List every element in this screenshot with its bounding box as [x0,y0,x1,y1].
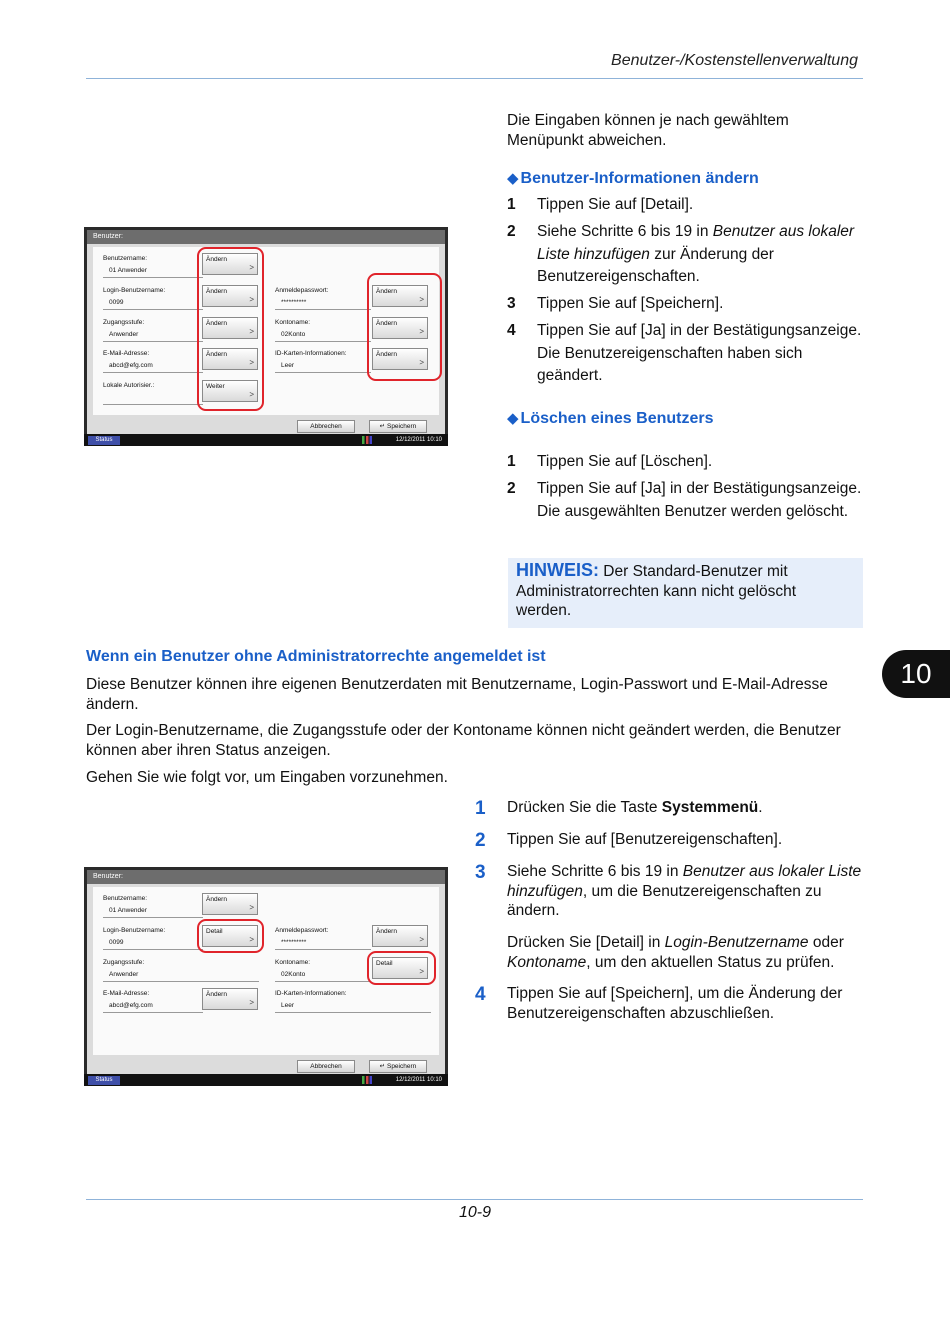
change-button[interactable]: Ändern > [202,348,258,370]
field-divider [103,404,203,405]
section-edit-title: Benutzer-Informationen ändern [520,170,759,187]
intro-text: Die Eingaben können je nach gewähltem Menüpunkt abweichen. [507,112,789,149]
device-screenshot-edit [84,227,448,446]
step-text: Tippen Sie auf [Löschen]. [537,453,713,470]
device-screenshot-status [84,867,448,1086]
field-divider [103,917,203,918]
field-label: Anmeldepasswort: [275,927,329,934]
page-number: 10-9 [458,1204,492,1221]
field-divider [103,309,203,310]
step-number: 2 [475,830,486,851]
detail-button[interactable]: Detail > [202,925,258,947]
chevron-icon: > [419,967,424,976]
status-button[interactable]: Status [88,1076,120,1085]
step-number: 4 [507,322,516,339]
field-value: 0099 [109,299,124,306]
chevron-icon: > [249,263,254,272]
field-label: Anmeldepasswort: [275,287,329,294]
field-label: Benutzername: [103,895,148,902]
change-button[interactable]: Ändern > [372,285,428,307]
section-edit-heading [507,169,759,188]
chevron-icon: > [249,935,254,944]
field-divider [103,341,203,342]
clock: 12/12/2011 10:10 [395,437,442,443]
step-text: Siehe Schritte 6 bis 19 in Benutzer aus lokaler Liste hinzufügen zur Änderung der Benutzereigenschaften. [537,223,855,285]
screen-title: Benutzer: [87,870,445,884]
section-delete-heading [507,409,714,428]
nonadmin-para-3: Gehen Sie wie folgt vor, um Eingaben vorzunehmen. [86,769,448,786]
enter-icon: ↵ [379,423,387,430]
step-text: Tippen Sie auf [Detail]. [537,196,694,213]
save-button[interactable]: ↵ Speichern [369,420,427,433]
diamond-bullet-icon: ◆ [507,170,519,187]
field-value: Leer [281,362,295,369]
field-divider [103,1012,203,1013]
change-button[interactable]: Ändern > [202,893,258,915]
field-label: Login-Benutzername: [103,287,166,294]
step-text: Tippen Sie auf [Ja] in der Bestätigungsanzeige. Die ausgewählten Benutzer werden gelöscht. [537,480,862,520]
field-divider [275,949,371,950]
diamond-bullet-icon: ◆ [507,410,519,427]
field-divider [275,309,371,310]
status-button[interactable]: Status [88,436,120,445]
step-text: Tippen Sie auf [Speichern]. [537,295,724,312]
field-label: Zugangsstufe: [103,319,145,326]
save-button[interactable]: ↵ Speichern [369,1060,427,1073]
status-bar [84,1074,448,1086]
field-value: abcd@efg.com [109,1002,153,1009]
field-label: ID-Karten-Informationen: [275,990,347,997]
chevron-icon: > [249,358,254,367]
chevron-icon: > [419,295,424,304]
step-text: Tippen Sie auf [Benutzereigenschaften]. [507,831,783,848]
status-bar [84,434,448,446]
running-header: Benutzer-/Kostenstellenverwaltung [611,52,858,69]
toner-level-icon [362,1076,372,1084]
chevron-icon: > [249,998,254,1007]
highlight-box-login [197,919,264,953]
change-button[interactable]: Ändern > [202,253,258,275]
change-button[interactable]: Ändern > [372,317,428,339]
field-label: E-Mail-Adresse: [103,990,150,997]
step-number: 1 [475,798,486,819]
step-text: Tippen Sie auf [Ja] in der Bestätigungsanzeige. Die Benutzereigenschaften haben sich geändert. [537,322,862,384]
step-number: 3 [507,295,516,312]
field-divider [275,1012,431,1013]
field-value: ********** [281,939,307,946]
note-text: HINWEIS: Der Standard-Benutzer mit Administratorrechten kann nicht gelöscht werden. [516,560,797,619]
chevron-icon: > [419,358,424,367]
field-value: Leer [281,1002,295,1009]
step-number: 2 [507,223,516,240]
cancel-button[interactable]: Abbrechen [297,420,355,433]
detail-button[interactable]: Detail > [372,957,428,979]
note-label: HINWEIS: [516,560,599,580]
field-divider [103,372,203,373]
step-text: Siehe Schritte 6 bis 19 in Benutzer aus lokaler Liste hinzufügen, um die Benutzereigenschaften zu ändern. [507,863,862,919]
chevron-icon: > [249,390,254,399]
field-divider [275,372,371,373]
highlight-box-right [367,273,442,381]
chevron-icon: > [419,327,424,336]
chevron-icon: > [419,935,424,944]
step-number: 4 [475,984,486,1005]
field-label: Kontoname: [275,959,311,966]
section-nonadmin-heading: Wenn ein Benutzer ohne Administratorrechte angemeldet ist [86,648,546,665]
highlight-box-left [197,247,264,411]
field-value: abcd@efg.com [109,362,153,369]
step-number: 1 [507,196,516,213]
cancel-button[interactable]: Abbrechen [297,1060,355,1073]
field-label: Zugangsstufe: [103,959,145,966]
nonadmin-para-1: Diese Benutzer können ihre eigenen Benutzerdaten mit Benutzername, Login-Passwort und E-Mail-Adresse ändern. [86,676,828,713]
field-label: Lokale Autorisier.: [103,382,155,389]
field-label: Login-Benutzername: [103,927,166,934]
field-divider [275,341,371,342]
footer-rule [86,1199,863,1200]
toner-level-icon [362,436,372,444]
step-number: 3 [475,862,486,883]
step-text: Drücken Sie [Detail] in Login-Benutzername oder Kontoname, um den aktuellen Status zu prüfen. [507,934,844,971]
change-button[interactable]: Ändern > [372,348,428,370]
chevron-icon: > [249,903,254,912]
highlight-box-account [367,951,436,985]
field-label: ID-Karten-Informationen: [275,350,347,357]
field-value: 02Konto [281,971,306,978]
field-value: Anwender [109,971,139,978]
screen-title: Benutzer: [87,230,445,244]
note-box [508,558,863,628]
enter-icon: ↵ [379,1063,387,1070]
clock: 12/12/2011 10:10 [395,1077,442,1083]
field-value: Anwender [109,331,139,338]
field-divider [275,981,371,982]
field-label: E-Mail-Adresse: [103,350,150,357]
chevron-icon: > [249,295,254,304]
nonadmin-para-2: Der Login-Benutzername, die Zugangsstufe oder der Kontoname können nicht geändert werden, die Benutzer können aber ihren Status anzeigen. [86,722,841,759]
field-value: ********** [281,299,307,306]
change-button[interactable]: Ändern > [202,317,258,339]
chapter-tab: 10 [882,650,950,698]
section-delete-title: Löschen eines Benutzers [520,410,714,427]
next-button[interactable]: Weiter > [202,380,258,402]
field-divider [103,981,259,982]
field-divider [103,277,203,278]
change-button[interactable]: Ändern > [202,285,258,307]
field-value: 02Konto [281,331,306,338]
field-value: 0099 [109,939,124,946]
change-button[interactable]: Ändern > [202,988,258,1010]
field-value: 01 Anwender [109,907,147,914]
field-label: Benutzername: [103,255,148,262]
change-button[interactable]: Ändern > [372,925,428,947]
field-divider [103,949,203,950]
step-number: 1 [507,453,516,470]
step-text: Drücken Sie die Taste Systemmenü. [507,799,763,816]
chevron-icon: > [249,327,254,336]
step-number: 2 [507,480,516,497]
header-rule [86,78,863,79]
step-text: Tippen Sie auf [Speichern], um die Änderung der Benutzereigenschaften abzuschließen. [507,985,843,1022]
field-label: Kontoname: [275,319,311,326]
field-value: 01 Anwender [109,267,147,274]
